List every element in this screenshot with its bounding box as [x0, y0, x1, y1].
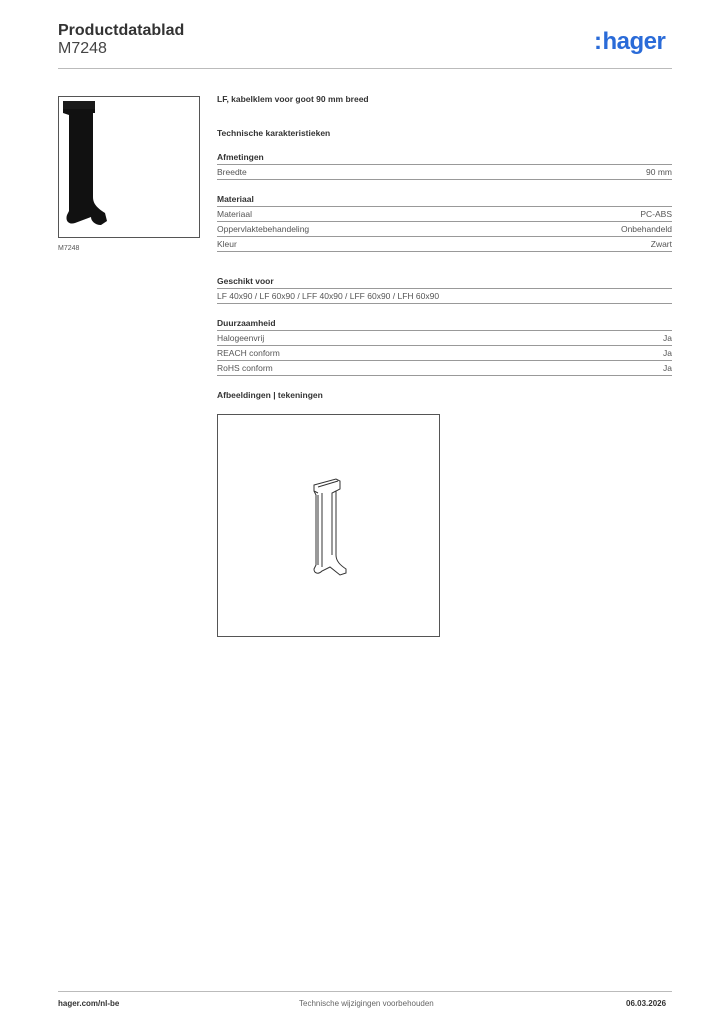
spec-value: Ja — [663, 363, 672, 373]
logo-text: hager — [602, 28, 666, 55]
thumbnail-caption: M7248 — [58, 245, 80, 252]
spec-label: Kleur — [217, 239, 237, 249]
page-title: Productdatablad — [58, 22, 185, 39]
compatible-list: LF 40x90 / LF 60x90 / LFF 40x90 / LFF 60x90 / LFH 60x90 — [217, 289, 672, 304]
section-title: Afmetingen — [217, 152, 672, 165]
footer-note: Technische wijzigingen voorbehouden — [299, 999, 434, 1008]
cable-clamp-photo-icon — [59, 97, 199, 237]
hager-logo — [594, 28, 665, 56]
spec-label: REACH conform — [217, 348, 280, 358]
spec-row — [217, 237, 672, 252]
spec-row — [217, 165, 672, 180]
product-code: M7248 — [58, 40, 107, 57]
section-title: Materiaal — [217, 194, 672, 207]
technical-drawing — [217, 414, 440, 637]
spec-value: PC-ABS — [640, 209, 672, 219]
section-title: Geschikt voor — [217, 276, 672, 289]
section-materiaal — [217, 194, 672, 252]
tech-heading: Technische karakteristieken — [217, 128, 331, 138]
footer-url[interactable]: hager.com/nl-be — [58, 999, 120, 1008]
spec-value: Onbehandeld — [620, 224, 672, 234]
section-geschikt — [217, 276, 672, 304]
spec-label: RoHS conform — [217, 363, 273, 373]
section-afmetingen — [217, 152, 672, 180]
spec-value: Zwart — [650, 239, 672, 249]
spec-content — [217, 94, 672, 400]
section-duurzaamheid — [217, 318, 672, 376]
spec-label: Halogeenvrij — [217, 333, 265, 343]
spec-row — [217, 222, 672, 237]
spec-value: Ja — [663, 348, 672, 358]
product-thumbnail — [58, 96, 200, 238]
footer-date: 06.03.2026 — [626, 999, 667, 1008]
line-drawing-icon — [218, 415, 439, 636]
spec-row — [217, 361, 672, 376]
footer-divider — [58, 991, 672, 992]
spec-row — [217, 207, 672, 222]
spec-label: Breedte — [217, 167, 247, 177]
spec-row — [217, 331, 672, 346]
spec-value: Ja — [663, 333, 672, 343]
spec-label: Oppervlaktebehandeling — [217, 224, 310, 234]
images-heading: Afbeeldingen | tekeningen — [217, 390, 323, 400]
spec-value: 90 mm — [646, 167, 672, 177]
section-title: Duurzaamheid — [217, 318, 672, 331]
product-description: LF, kabelklem voor goot 90 mm breed — [217, 94, 369, 104]
logo-colon: : — [594, 28, 602, 55]
header-divider — [58, 68, 672, 69]
spec-row — [217, 346, 672, 361]
spec-label: Materiaal — [217, 209, 252, 219]
